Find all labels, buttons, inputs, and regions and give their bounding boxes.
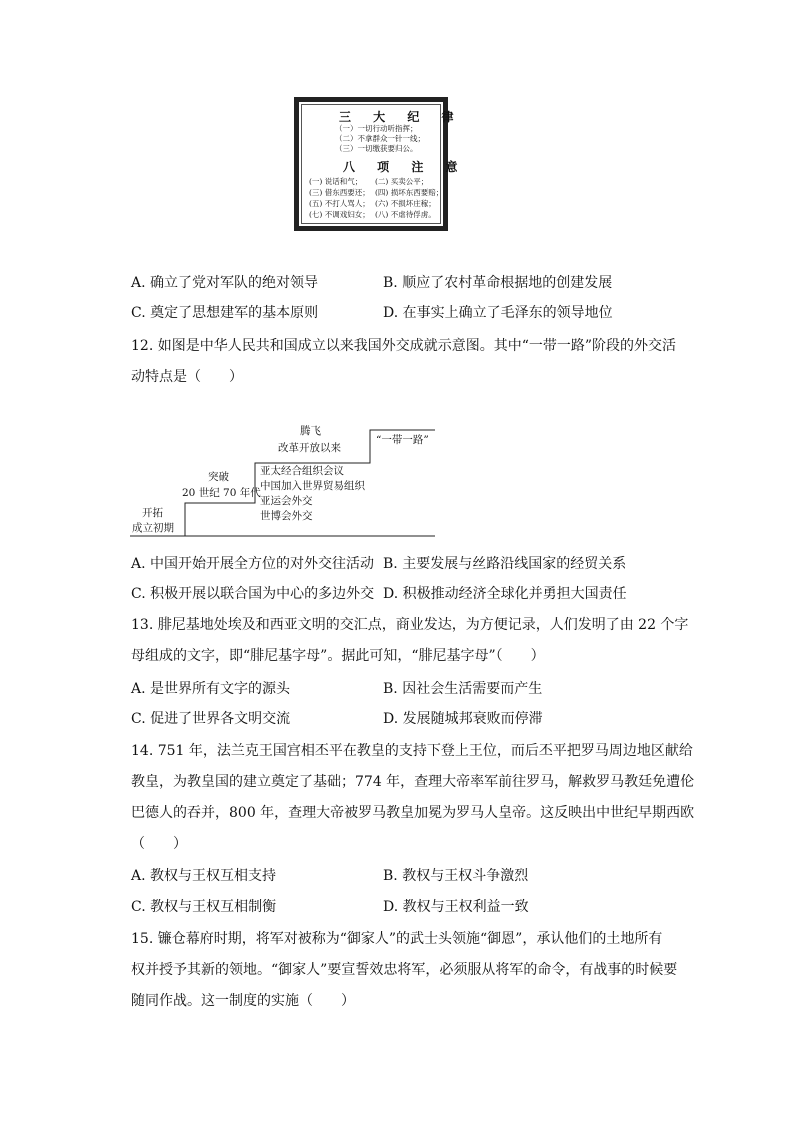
q13-option-c: C. 促进了世界各文明交流 (131, 711, 291, 727)
q13-option-a: A. 是世界所有文字的源头 (131, 681, 291, 697)
q11-option-d: D. 在事实上确立了毛泽东的领导地位 (383, 305, 613, 321)
q14-option-c: C. 教权与王权互相制衡 (131, 899, 277, 915)
poster-note-7: (七) 不调戏妇女； (309, 210, 370, 219)
step1-period: 成立初期 (132, 522, 174, 534)
q13-option-d: D. 发展随城邦衰败而停滞 (383, 711, 543, 727)
q12-option-d: D. 积极推动经济全球化并勇担大国责任 (383, 586, 627, 602)
q14-option-b: B. 教权与王权斗争激烈 (383, 868, 529, 884)
q11-option-b: B. 顺应了农村革命根据地的创建发展 (383, 275, 613, 291)
q14-option-d: D. 教权与王权利益一致 (383, 899, 529, 915)
q14-stem-line-4: （ ） (131, 836, 187, 852)
q14-stem-line-2: 教皇，为教皇国的建立奠定了基础；774 年，查理大帝率军前往罗马，解救罗马教廷免遭伦 (131, 774, 695, 790)
step2-period: 20 世纪 70 年代 (182, 487, 261, 499)
poster-rule-1: （一）一切行动听指挥； (335, 124, 418, 133)
q15-stem-line-1: 15. 镰仓幕府时期，将军对被称为“御家人”的武士头领施“御恩”，承认他们的土地所有 (131, 931, 663, 947)
poster-title-2: 八 项 注 意 (343, 160, 467, 174)
step1-title: 开拓 (142, 507, 163, 519)
q15-stem-line-3: 随同作战。这一制度的实施（ ） (131, 993, 355, 1009)
poster-title-1: 三 大 纪 律 (339, 110, 463, 124)
q12-stem-line-2: 动特点是（ ） (131, 369, 243, 385)
poster-note-8: (八) 不虐待俘虏。 (375, 210, 436, 219)
q11-option-c: C. 奠定了思想建军的基本原则 (131, 305, 319, 321)
step4-belt-and-road: “一带一路” (376, 434, 429, 446)
poster-note-1: (一) 说话和气； (309, 177, 363, 186)
q13-option-b: B. 因社会生活需要而产生 (383, 681, 543, 697)
q14-stem-line-3: 巴德人的吞并，800 年，查理大帝被罗马教皇加冕为罗马人皇帝。这反映出中世纪早期西欧 (131, 805, 695, 821)
diplomacy-staircase-diagram (130, 425, 440, 545)
q12-option-c: C. 积极开展以联合国为中心的多边外交 (131, 586, 375, 602)
q11-option-a: A. 确立了党对军队的绝对领导 (131, 275, 319, 291)
poster-note-3: (三) 借东西要还； (309, 188, 370, 197)
q12-option-b: B. 主要发展与丝路沿线国家的经贸关系 (383, 556, 627, 572)
poster-note-2: (二) 买卖公平； (375, 177, 429, 186)
q12-stem-line-1: 12. 如图是中华人民共和国成立以来我国外交成就示意图。其中“一带一路”阶段的外交活 (131, 338, 677, 354)
poster-note-5: (五) 不打人骂人； (309, 199, 370, 208)
step3-title: 腾飞 (300, 425, 321, 437)
q14-stem-line-1: 14. 751 年，法兰克王国宫相丕平在教皇的支持下登上王位，而后丕平把罗马周边地区献给 (131, 743, 693, 759)
poster-rule-3: （三）一切缴获要归公。 (335, 144, 418, 153)
q13-stem-line-2: 母组成的文字，即“腓尼基字母”。据此可知，“腓尼基字母”（ ） (131, 648, 545, 664)
poster-rule-2: （二）不拿群众一针一线； (335, 134, 425, 143)
diagram-item-apec: 亚太经合组织会议 (260, 465, 344, 477)
diagram-item-asian-games: 亚运会外交 (260, 495, 313, 507)
q12-option-a: A. 中国开始开展全方位的对外交往活动 (131, 556, 375, 572)
diagram-item-wto: 中国加入世界贸易组织 (260, 480, 365, 492)
poster-note-4: (四) 损坏东西要赔； (375, 188, 444, 197)
diagram-item-expo: 世博会外交 (260, 510, 313, 522)
q15-stem-line-2: 权并授予其新的领地。“御家人”要宣誓效忠将军，必须服从将军的命令，有战事的时候要 (131, 962, 678, 978)
step3-period: 改革开放以来 (278, 442, 341, 454)
poster-note-6: (六) 不损坏庄稼； (375, 199, 436, 208)
discipline-poster-image (294, 97, 467, 231)
q13-stem-line-1: 13. 腓尼基地处埃及和西亚文明的交汇点，商业发达，为方便记录，人们发明了由 22 个字 (131, 617, 689, 633)
step2-title: 突破 (208, 471, 229, 483)
q14-option-a: A. 教权与王权互相支持 (131, 868, 277, 884)
